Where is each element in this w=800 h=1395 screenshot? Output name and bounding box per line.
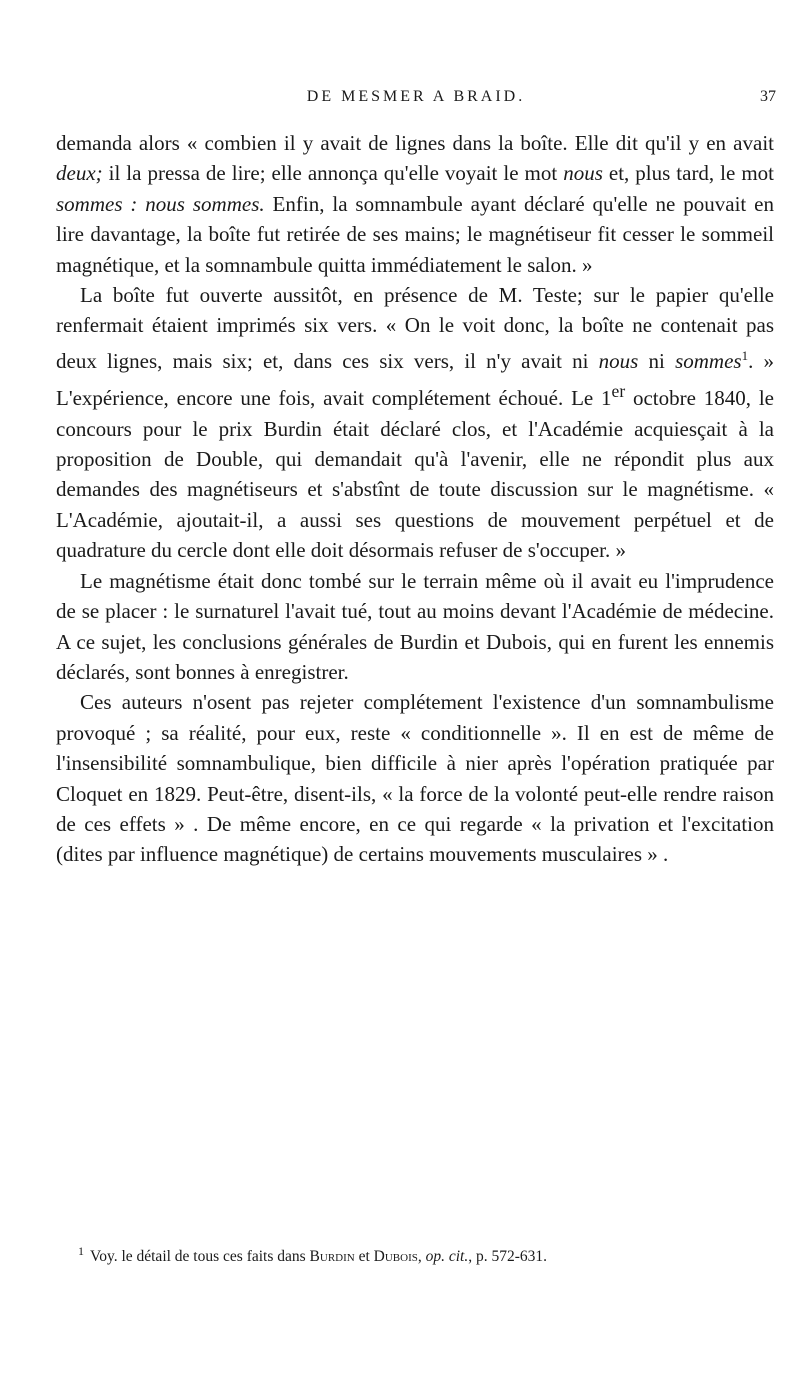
text-run: , — [417, 1248, 426, 1266]
paragraph-3: Le magnétisme était donc tombé sur le terrain même où il avait eu l'imprudence de se placer : le surnaturel l'avait tué, tout au moins devant l'Académie de médecine. A ce sujet, les conclusions générales de Burdin et Dubois, qui en furent les ennemis déclarés, sont bonnes à enregistrer. — [56, 568, 774, 684]
footnote-reference[interactable]: 1 — [741, 347, 749, 363]
page-number: 37 — [760, 88, 776, 105]
text-run: octobre 1840, le concours pour le prix Burdin était déclaré clos, et l'Académie acquiesçait à la proposition de Double, qui demandait qu'à l'avenir, elle ne répondit plus aux demandes des magnétiseurs et s'abstînt de toute discussion sur le magnétisme. « L'Académie, ajoutait-il, a aussi ses questions de mouvement perpétuel et de quadrature du cercle dont elle doit désormais refuser de s'occuper. » — [56, 386, 775, 563]
author-name: Dubois — [373, 1248, 418, 1266]
paragraph-1 — [56, 128, 774, 280]
footnote-mark: 1 — [78, 1244, 84, 1258]
italic-run: deux; — [56, 161, 103, 186]
text-run: il la pressa de lire; elle annonça qu'elle voyait le mot — [102, 161, 564, 186]
text-run: demanda alors « combien il y avait de lignes dans la boîte. Elle dit qu'il y en avait — [56, 131, 774, 155]
text-run: Voy. le détail de tous ces faits dans — [90, 1248, 310, 1266]
italic-run: sommes — [675, 348, 742, 373]
text-run: et — [354, 1248, 374, 1266]
italic-run: nous — [598, 348, 639, 373]
author-name: Burdin — [309, 1248, 355, 1266]
italic-run: op. cit. — [425, 1248, 469, 1266]
text-run: La boîte fut ouverte aussitôt, en présence de M. Teste; sur le papier qu'elle renfermait étaient imprimés six vers. « On le voit donc, la boîte ne contenait pas deux lignes, mais six; et, dans ces six vers, il n'y avait ni — [56, 283, 774, 373]
paragraph-4: Ces auteurs n'osent pas rejeter complétement l'existence d'un somnambulisme provoqué ; sa réalité, pour eux, reste « conditionnelle ». Il en est de même de l'insensibilité somnambulique, bien difficile à nier après l'opération pratiquée par Cloquet en 1829. Peut-être, disent-ils, « la force de la volonté peut-elle rendre raison de ces effets » . De même encore, en ce qui regarde « la privation et l'excitation (dites par influence magnétique) de certains mouvements musculaires » . — [56, 690, 774, 867]
running-title: DE MESMER A BRAID. — [306, 88, 526, 105]
text-run: , p. 572-631. — [468, 1248, 548, 1266]
italic-run: sommes : nous sommes. — [56, 191, 265, 216]
main-text — [56, 128, 774, 870]
text-run: Enfin, la somnambule ayant déclaré qu'elle ne pouvait en lire davantage, la boîte fut retirée de ses mains; le magnétiseur fit cesser le sommeil magnétique, et la somnambule quitta immédiatement le salon. » — [56, 191, 774, 277]
text-run: . » L'expérience, encore une fois, avait complétement échoué. Le 1 — [56, 348, 774, 411]
ordinal-superscript: er — [611, 381, 626, 402]
footnote — [78, 1241, 778, 1267]
running-head — [56, 88, 776, 110]
text-run: ni — [638, 348, 676, 373]
italic-run: nous — [563, 161, 603, 186]
text-run: et, plus tard, le mot — [602, 161, 774, 186]
paragraph-2 — [56, 280, 774, 566]
